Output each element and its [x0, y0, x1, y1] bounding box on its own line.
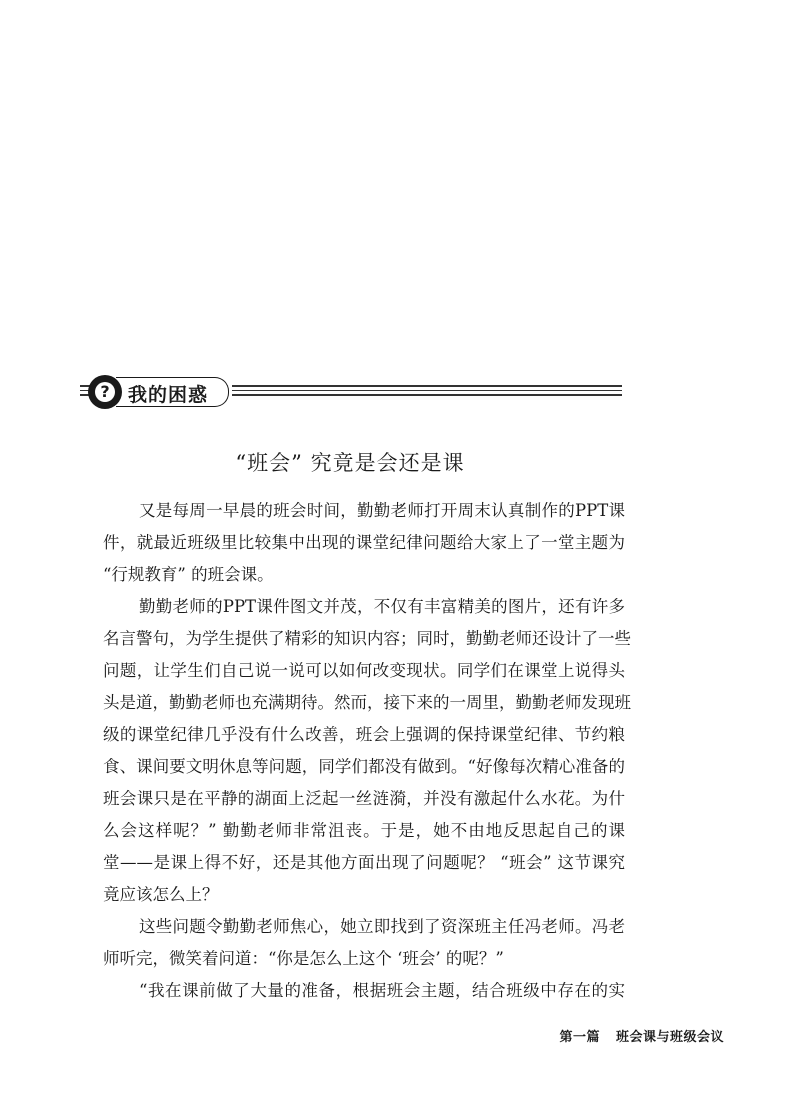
text-line: 班会课只是在平静的湖面上泛起一丝涟漪，并没有激起什么水花。为什 [103, 789, 625, 808]
text-line: 师听完，微笑着问道：“你是怎么上这个 ‘班会’ 的呢？” [103, 949, 504, 968]
text-line: “行规教育” 的班会课。 [103, 565, 274, 584]
footer-part: 第一篇 [559, 1030, 600, 1045]
footer-chapter: 班会课与班级会议 [615, 1030, 724, 1045]
decorative-rules [232, 385, 622, 399]
text-line: 竟应该怎么上？ [103, 885, 219, 904]
text-line: “我在课前做了大量的准备，根据班会主题，结合班级中存在的实 [139, 981, 625, 1000]
text-line: 食、课间要文明休息等问题，同学们都没有做到。“好像每次精心准备的 [103, 757, 625, 776]
article-title: “班会” 究竟是会还是课 [235, 451, 465, 475]
text-line: 勤勤老师的PPT课件图文并茂，不仅有丰富精美的图片，还有许多 [139, 597, 625, 616]
section-header [86, 374, 622, 410]
text-line: 问题，让学生们自己说一说可以如何改变现状。同学们在课堂上说得头 [103, 661, 625, 680]
text-line: 堂——是课上得不好，还是其他方面出现了问题呢？ “班会” 这节课究 [103, 853, 625, 872]
running-footer [559, 1026, 724, 1045]
text-line: 么会这样呢？” 勤勤老师非常沮丧。于是，她不由地反思起自己的课 [103, 821, 625, 840]
article-body [103, 495, 631, 1007]
question-circle-icon: ? [88, 375, 122, 409]
text-line: 级的课堂纪律几乎没有什么改善，班会上强调的保持课堂纪律、节约粮 [103, 725, 625, 744]
text-line: 又是每周一早晨的班会时间，勤勤老师打开周末认真制作的PPT课 [139, 501, 625, 520]
text-line: 名言警句，为学生提供了精彩的知识内容；同时，勤勤老师还设计了一些 [103, 629, 631, 648]
section-tab [116, 377, 229, 407]
section-label: 我的困惑 [128, 384, 209, 406]
text-line: 这些问题令勤勤老师焦心，她立即找到了资深班主任冯老师。冯老 [139, 917, 625, 936]
text-line: 件，就最近班级里比较集中出现的课堂纪律问题给大家上了一堂主题为 [103, 533, 625, 552]
text-line: 头是道，勤勤老师也充满期待。然而，接下来的一周里，勤勤老师发现班 [103, 693, 631, 712]
